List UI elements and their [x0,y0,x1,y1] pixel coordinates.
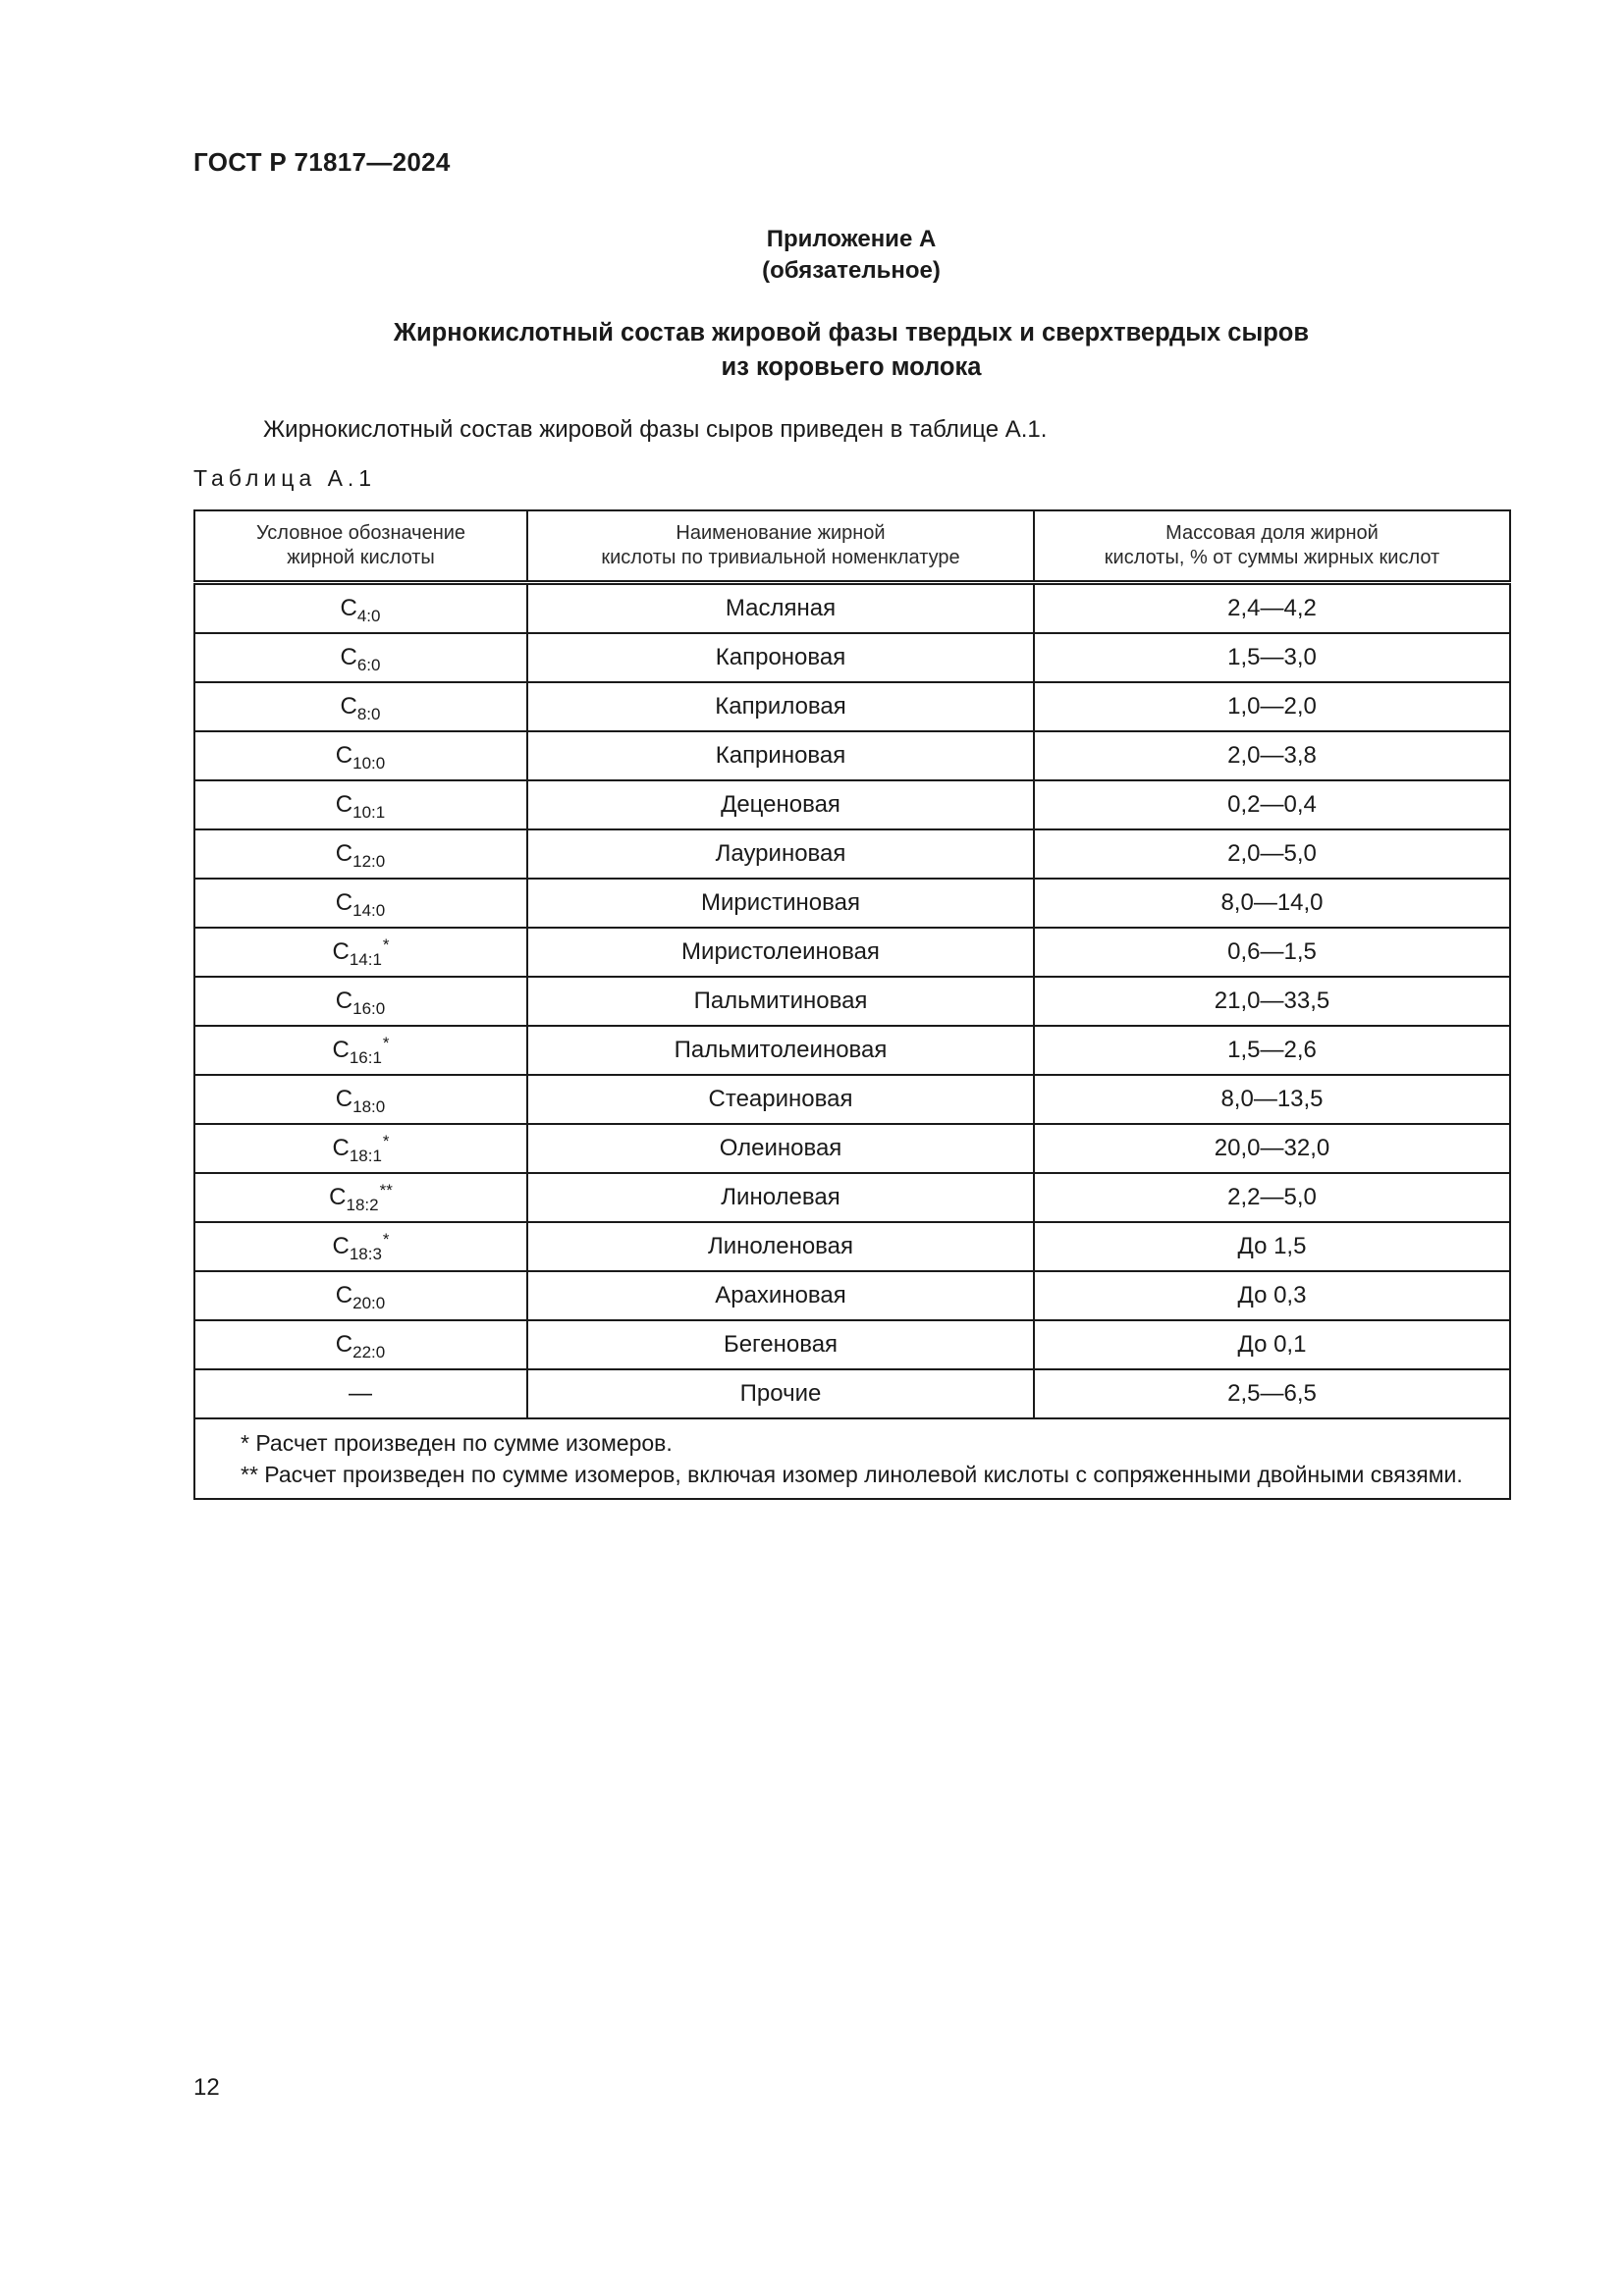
fatty-acid-table [193,509,1511,1500]
table-row [194,977,1510,1026]
designation-subscript: 12:0 [352,851,386,871]
cell-designation [194,731,527,780]
cell-designation [194,928,527,977]
table-notes [194,1418,1510,1499]
designation-base: C [329,1183,347,1210]
cell-designation [194,1369,527,1418]
cell-acid-name: Олеиновая [527,1124,1034,1173]
designation-footnote-mark: * [382,934,390,954]
cell-mass-fraction: 2,5—6,5 [1034,1369,1510,1418]
section-title [0,316,1624,385]
designation-base: C [332,1036,350,1063]
cell-mass-fraction: 8,0—13,5 [1034,1075,1510,1124]
cell-designation [194,633,527,682]
designation-subscript: 22:0 [352,1342,386,1362]
designation-subscript: 16:1 [349,1047,382,1067]
cell-mass-fraction: 2,2—5,0 [1034,1173,1510,1222]
table-caption: Таблица А.1 [193,465,377,491]
appendix-status: (обязательное) [762,257,941,284]
cell-designation [194,1320,527,1369]
cell-acid-name: Линолевая [527,1173,1034,1222]
designation-subscript: 10:0 [352,753,386,773]
cell-designation [194,1124,527,1173]
cell-designation [194,1173,527,1222]
designation-subscript: 14:0 [352,900,386,920]
cell-acid-name: Каприловая [527,682,1034,731]
designation-subscript: 18:1 [349,1146,382,1165]
cell-mass-fraction: 1,0—2,0 [1034,682,1510,731]
designation-base: C [335,1085,353,1112]
cell-acid-name: Деценовая [527,780,1034,829]
designation-base: C [335,888,353,916]
cell-acid-name: Бегеновая [527,1320,1034,1369]
cell-acid-name: Линоленовая [527,1222,1034,1271]
table-row [194,780,1510,829]
table-row [194,1222,1510,1271]
cell-mass-fraction: До 1,5 [1034,1222,1510,1271]
header-mass-fraction: Массовая доля жирной кислоты, % от суммы жирных кислот [1034,510,1510,583]
cell-designation [194,583,527,634]
designation-footnote-mark: * [382,1229,390,1249]
cell-designation [194,780,527,829]
cell-acid-name: Каприновая [527,731,1034,780]
cell-acid-name: Пальмитолеиновая [527,1026,1034,1075]
cell-mass-fraction: 1,5—3,0 [1034,633,1510,682]
section-title-line-2: из коровьего молока [721,353,982,381]
cell-mass-fraction: До 0,3 [1034,1271,1510,1320]
table-row [194,1026,1510,1075]
designation-base: C [335,987,353,1014]
cell-acid-name: Прочие [527,1369,1034,1418]
designation-footnote-mark: ** [379,1180,393,1200]
table-row [194,928,1510,977]
table-row [194,731,1510,780]
designation-subscript: 20:0 [352,1293,386,1312]
intro-paragraph: Жирнокислотный состав жировой фазы сыров приведен в таблице А.1. [263,416,1048,443]
table-note-1: * Расчет произведен по сумме изомеров. [241,1430,673,1456]
table-row [194,1271,1510,1320]
cell-acid-name: Лауриновая [527,829,1034,879]
table-row [194,829,1510,879]
cell-acid-name: Капроновая [527,633,1034,682]
designation-base: C [335,741,353,769]
designation-subscript: 10:1 [352,802,386,822]
designation-base: C [340,643,357,670]
designation-base: C [335,839,353,867]
cell-acid-name: Пальмитиновая [527,977,1034,1026]
designation-base: C [335,1330,353,1358]
section-title-line-1: Жирнокислотный состав жировой фазы твердых и сверхтвердых сыров [393,319,1310,347]
designation-base: — [349,1379,372,1407]
designation-base: C [332,1134,350,1161]
table-header-row [194,510,1510,583]
designation-subscript: 16:0 [352,998,386,1018]
cell-acid-name: Масляная [527,583,1034,634]
table-row [194,1369,1510,1418]
cell-mass-fraction: 1,5—2,6 [1034,1026,1510,1075]
cell-mass-fraction: До 0,1 [1034,1320,1510,1369]
designation-base: C [332,1232,350,1259]
designation-base: C [340,594,357,621]
designation-base: C [335,790,353,818]
cell-mass-fraction: 2,0—5,0 [1034,829,1510,879]
designation-subscript: 6:0 [356,655,381,674]
header-designation: Условное обозначение жирной кислоты [194,510,527,583]
cell-mass-fraction: 0,6—1,5 [1034,928,1510,977]
designation-base: C [340,692,357,720]
cell-acid-name: Стеариновая [527,1075,1034,1124]
cell-designation [194,682,527,731]
table-note-2: ** Расчет произведен по сумме изомеров, включая изомер линолевой кислоты с сопряженными двойными связями. [241,1462,1463,1487]
cell-mass-fraction: 8,0—14,0 [1034,879,1510,928]
fatty-acid-table-container [193,509,1509,1500]
table-row [194,1075,1510,1124]
appendix-heading [0,224,1624,287]
designation-subscript: 18:3 [349,1244,382,1263]
designation-subscript: 18:2 [346,1195,379,1214]
cell-designation [194,1271,527,1320]
cell-acid-name: Арахиновая [527,1271,1034,1320]
cell-mass-fraction: 2,0—3,8 [1034,731,1510,780]
cell-mass-fraction: 20,0—32,0 [1034,1124,1510,1173]
table-row [194,583,1510,634]
table-row [194,879,1510,928]
table-row [194,682,1510,731]
cell-designation [194,1222,527,1271]
cell-designation [194,829,527,879]
cell-designation [194,977,527,1026]
appendix-title: Приложение А [766,226,937,252]
cell-mass-fraction: 2,4—4,2 [1034,583,1510,634]
designation-footnote-mark: * [382,1131,390,1150]
designation-subscript: 8:0 [356,704,381,723]
table-row [194,633,1510,682]
designation-subscript: 4:0 [356,606,381,625]
page-number: 12 [193,2074,220,2101]
designation-subscript: 14:1 [349,949,382,969]
cell-designation [194,1075,527,1124]
cell-acid-name: Миристиновая [527,879,1034,928]
table-notes-row [194,1418,1510,1499]
designation-base: C [332,937,350,965]
table-row [194,1320,1510,1369]
cell-mass-fraction: 0,2—0,4 [1034,780,1510,829]
cell-mass-fraction: 21,0—33,5 [1034,977,1510,1026]
cell-acid-name: Миристолеиновая [527,928,1034,977]
designation-base: C [335,1281,353,1308]
designation-subscript: 18:0 [352,1096,386,1116]
table-row [194,1124,1510,1173]
cell-designation [194,879,527,928]
document-code: ГОСТ Р 71817—2024 [193,147,451,177]
table-row [194,1173,1510,1222]
designation-footnote-mark: * [382,1033,390,1052]
cell-designation [194,1026,527,1075]
header-name: Наименование жирной кислоты по тривиальной номенклатуре [527,510,1034,583]
